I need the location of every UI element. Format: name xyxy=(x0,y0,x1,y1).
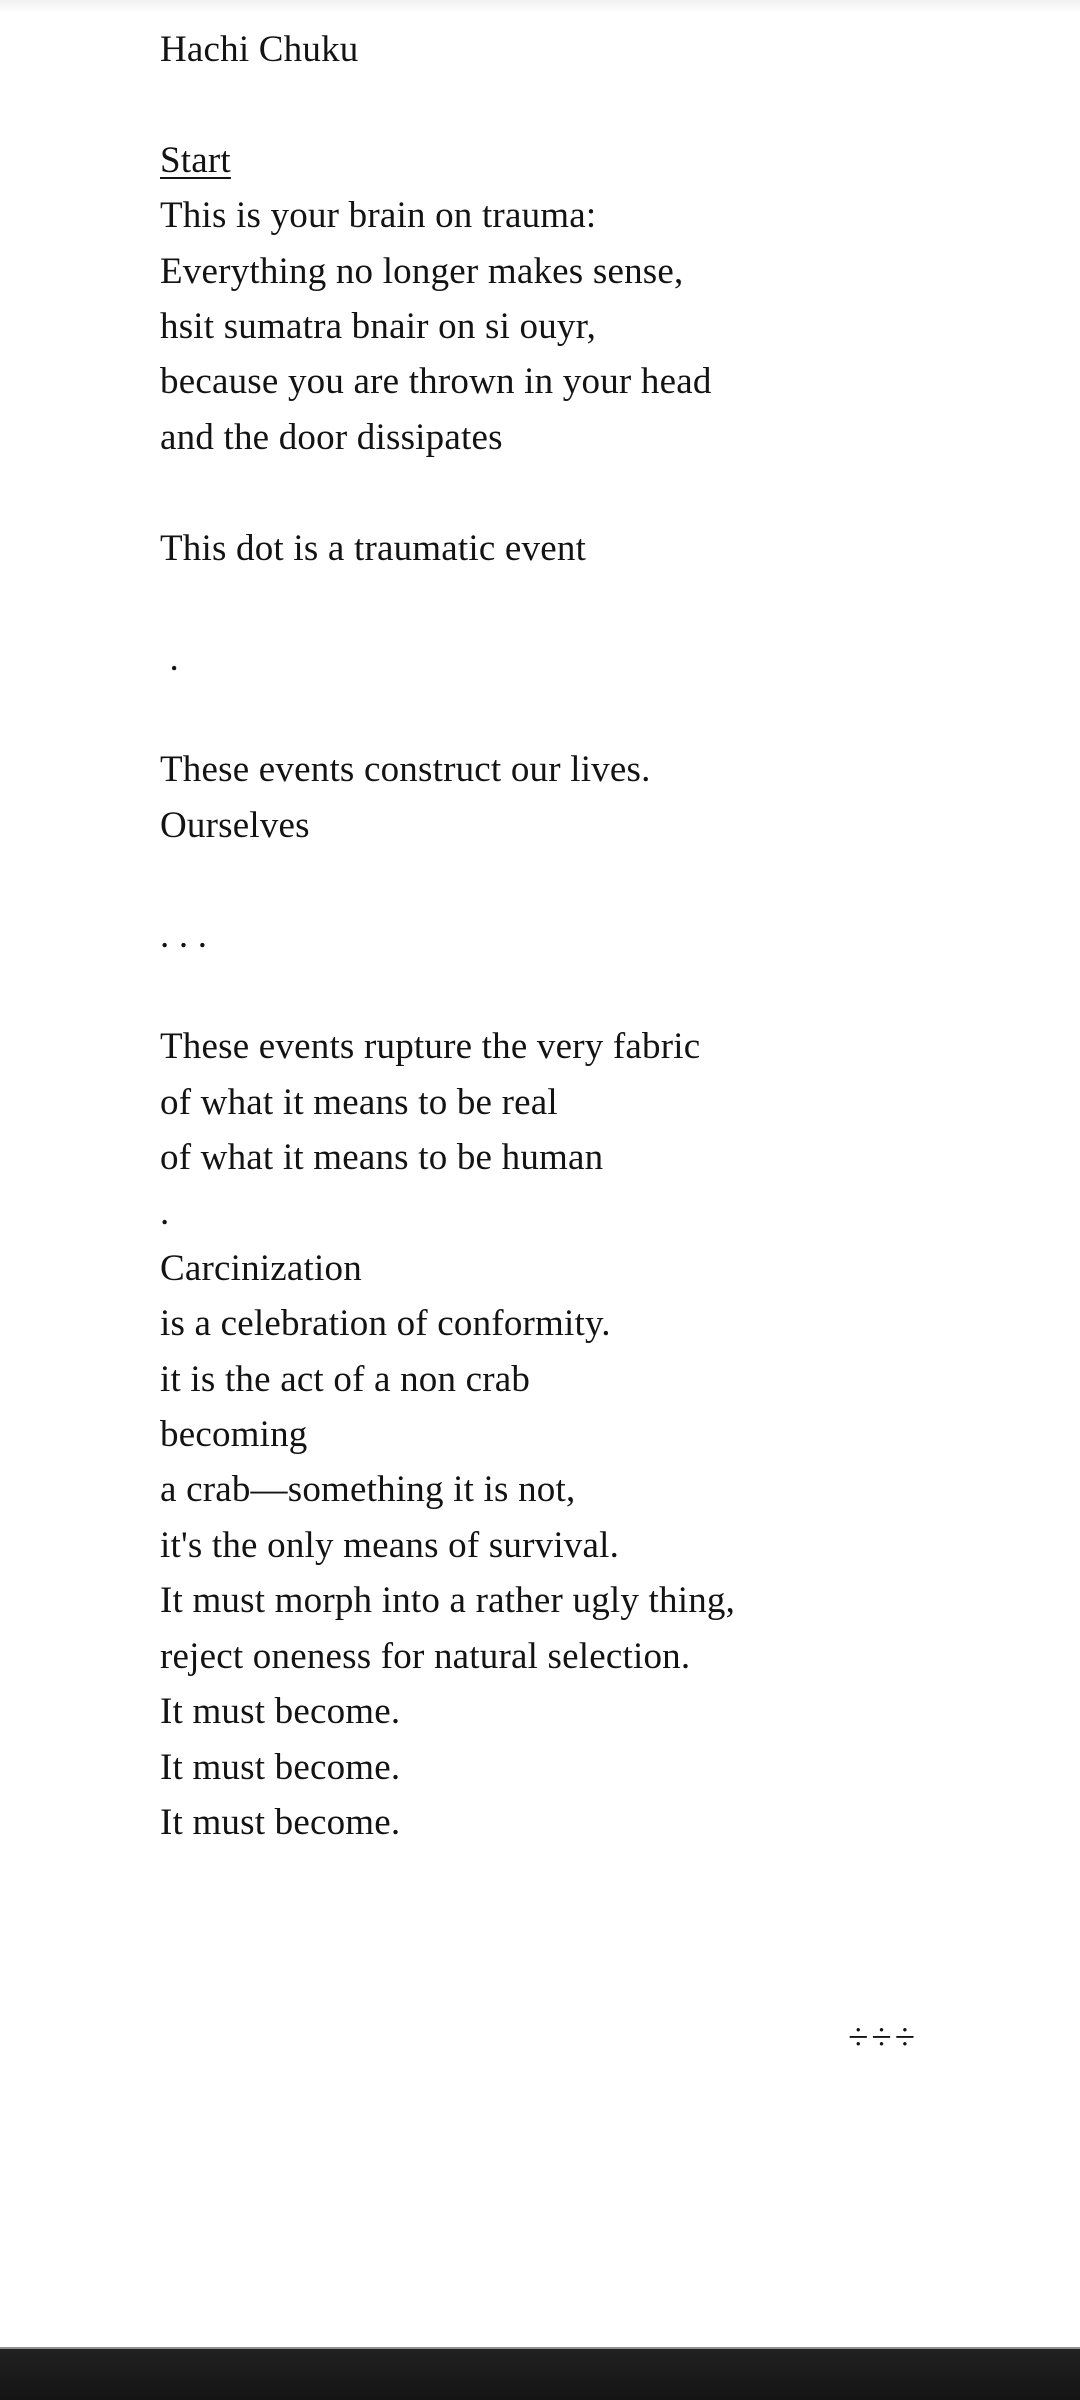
poem-line: It must become. xyxy=(160,1746,401,1788)
dot-line: . xyxy=(160,1192,170,1234)
blank-line xyxy=(160,77,918,132)
section-divider: ÷÷÷ xyxy=(848,2017,918,2058)
poem-body xyxy=(160,22,918,1850)
start-heading: Start xyxy=(160,139,231,181)
poem-line: Carcinization xyxy=(160,1247,362,1289)
poem-line: of what it means to be human xyxy=(160,1137,604,1179)
poem-line: hsit sumatra bnair on si ouyr, xyxy=(160,306,597,348)
poem-line: is a celebration of conformity. xyxy=(160,1303,611,1345)
poem-line: These events rupture the very fabric xyxy=(160,1026,701,1068)
poem-line: It must become. xyxy=(160,1691,401,1733)
blank-line xyxy=(160,465,918,520)
poem-line: This is your brain on trauma: xyxy=(160,195,597,237)
poem-line: Everything no longer makes sense, xyxy=(160,250,684,292)
poem-line: a crab—something it is not, xyxy=(160,1469,576,1511)
poem-line: It must become. xyxy=(160,1801,401,1843)
blank-line xyxy=(160,687,918,742)
poem-line: and the door dissipates xyxy=(160,416,503,458)
blank-line xyxy=(160,853,918,908)
poem-line: becoming xyxy=(160,1414,308,1456)
poem-line: Ourselves xyxy=(160,804,310,846)
poem-line: This dot is a traumatic event xyxy=(160,527,587,569)
poem-line: because you are thrown in your head xyxy=(160,361,712,403)
blank-line xyxy=(160,576,918,631)
blank-line xyxy=(160,964,918,1019)
top-scroll-shade xyxy=(0,0,1080,14)
dot-line: . xyxy=(160,638,179,680)
author-byline: Hachi Chuku xyxy=(160,29,359,70)
poem-line: It must morph into a rather ugly thing, xyxy=(160,1580,736,1622)
poem-line: of what it means to be real xyxy=(160,1081,558,1123)
poem-line: These events construct our lives. xyxy=(160,749,651,791)
poem-line: it is the act of a non crab xyxy=(160,1358,531,1400)
system-navigation-bar xyxy=(0,2347,1080,2400)
ellipsis-line: . . . xyxy=(160,915,208,957)
poem-line: it's the only means of survival. xyxy=(160,1524,620,1566)
poem-line: reject oneness for natural selection. xyxy=(160,1635,691,1677)
